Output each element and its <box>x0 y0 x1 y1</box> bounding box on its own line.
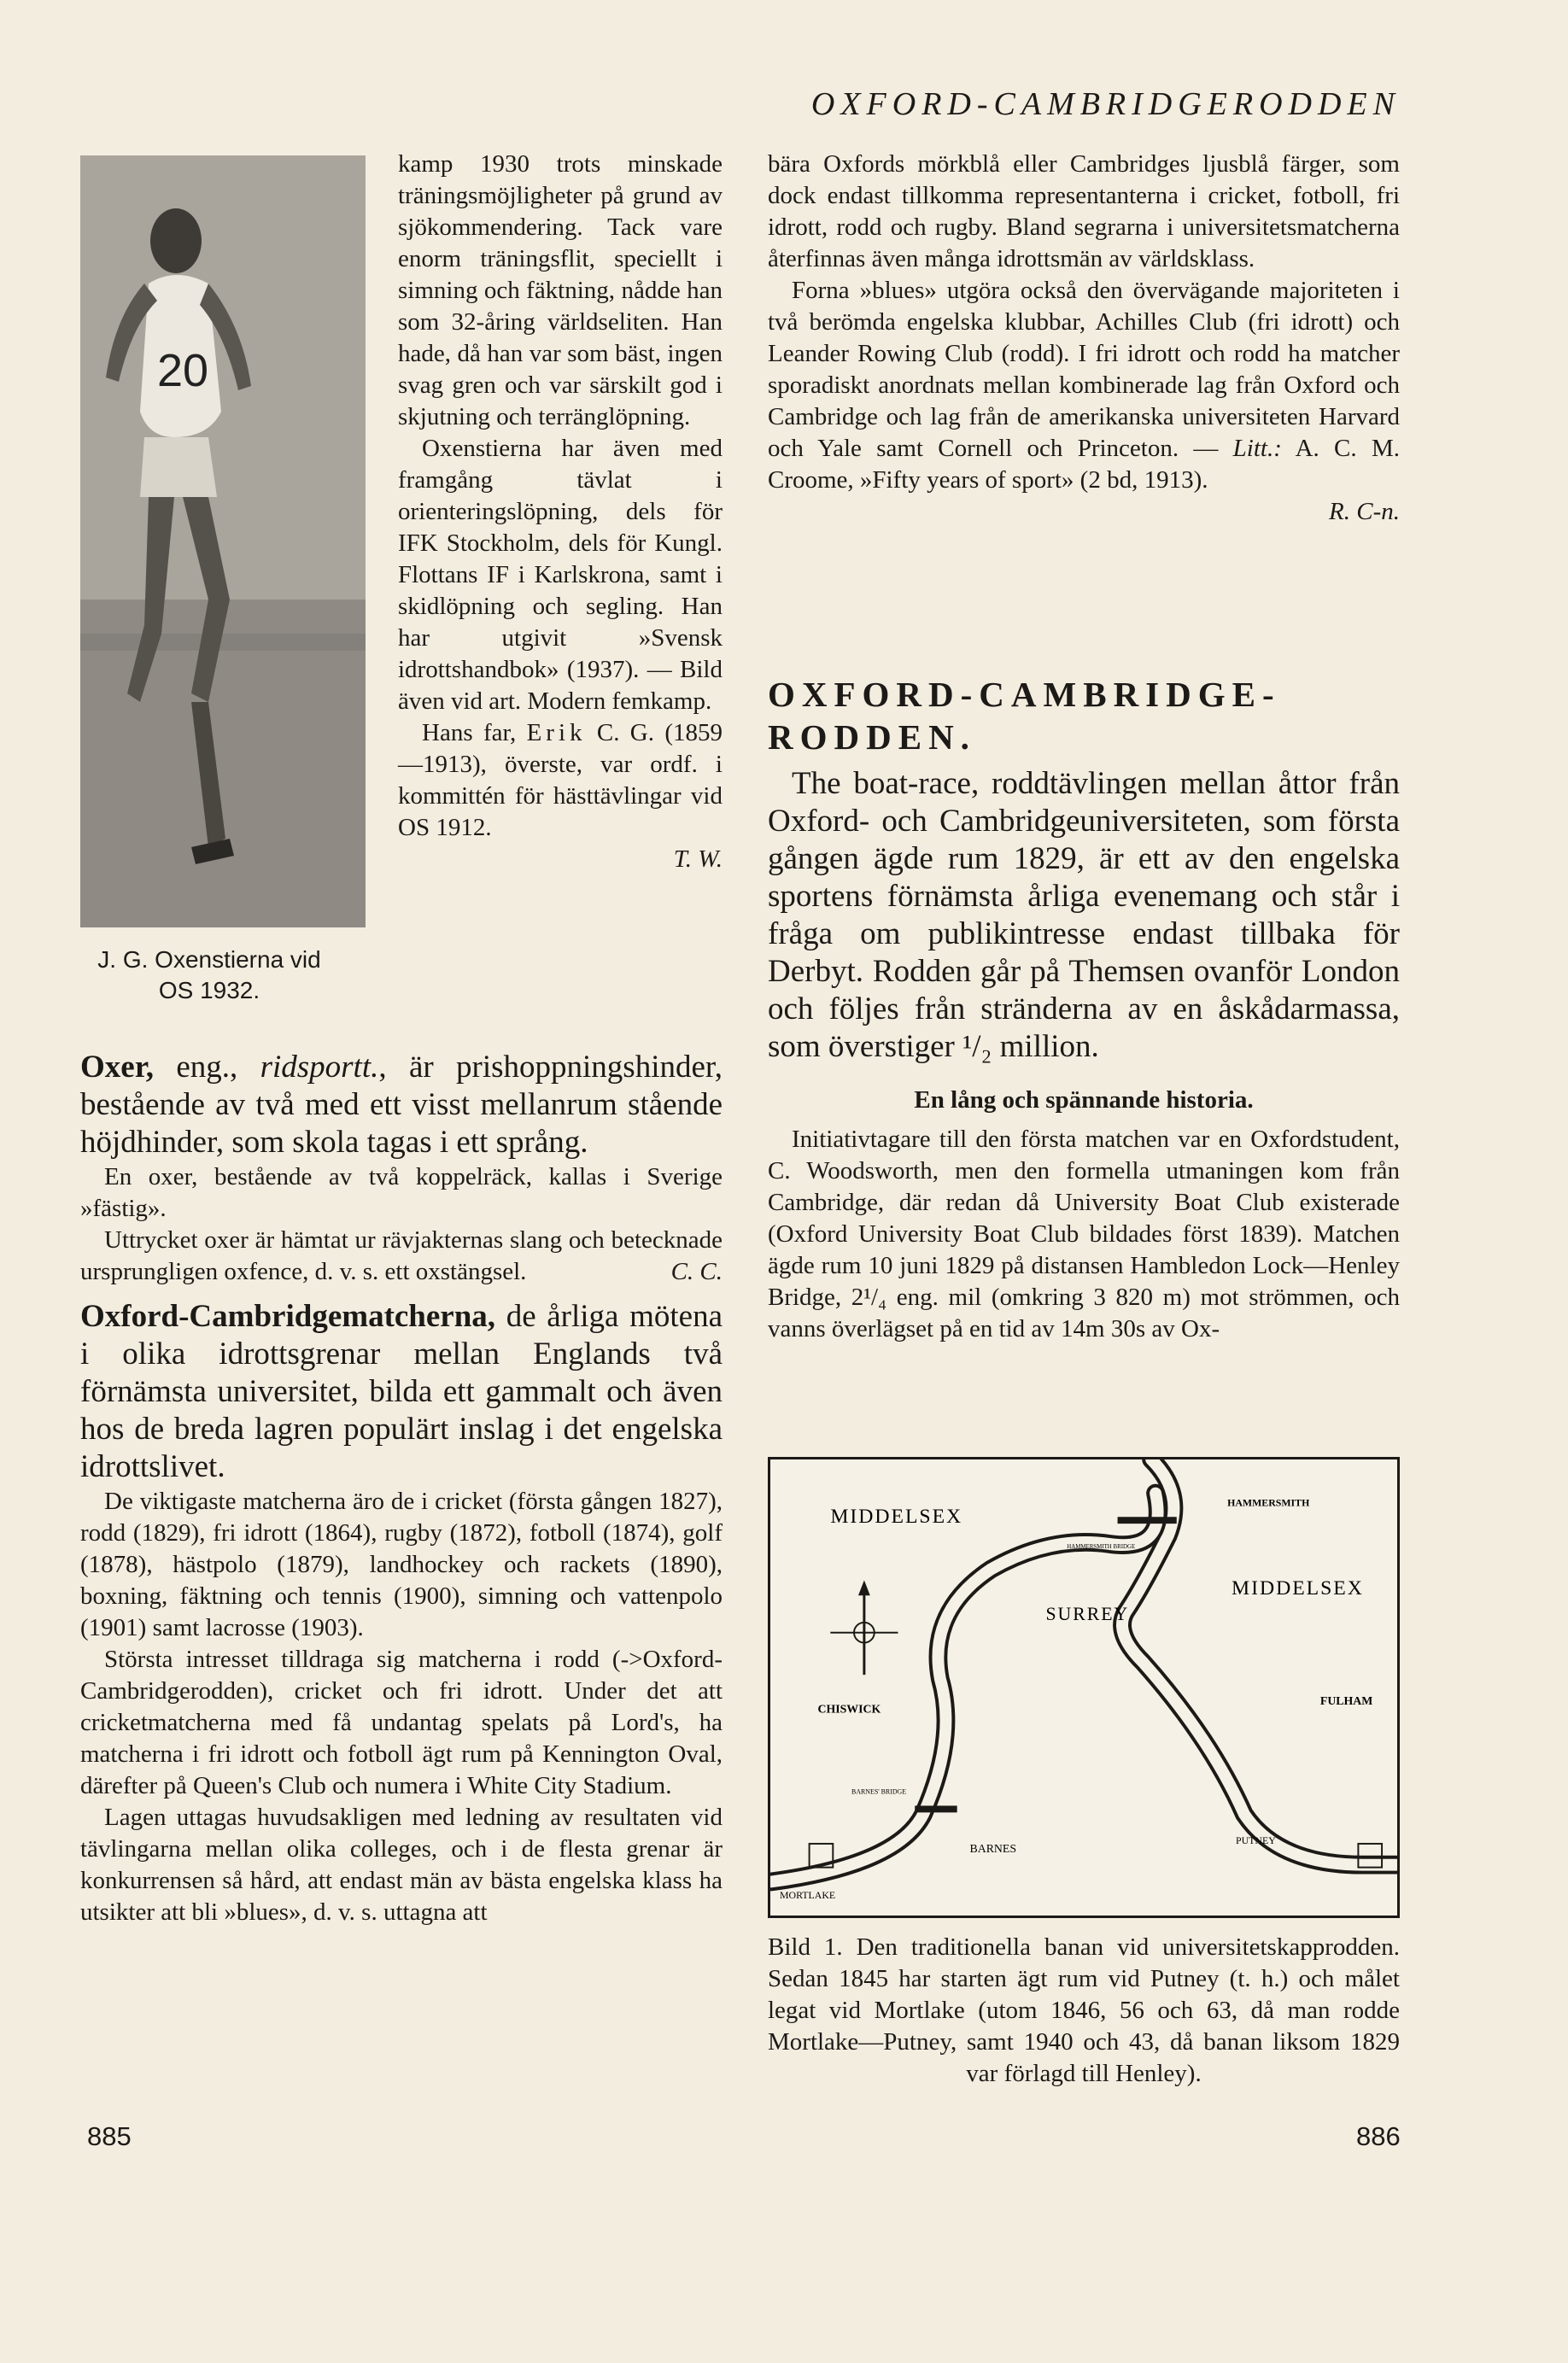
label-chiswick: CHISWICK <box>817 1702 881 1716</box>
label-middlesex-left: MIDDELSEX <box>830 1506 963 1529</box>
left-column <box>80 1049 723 1928</box>
compass-rose <box>830 1580 898 1675</box>
photo-caption-line-2: OS 1932. <box>158 977 260 1003</box>
section-subheading: En lång och spännande historia. <box>914 1086 1254 1114</box>
photo-caption-line-1: J. G. Oxenstierna vid <box>97 946 321 973</box>
entry-term: Oxer, <box>80 1050 154 1085</box>
page-number-left: 885 <box>87 2121 132 2151</box>
label-surrey: SURREY <box>1045 1603 1130 1624</box>
page-number-right: 886 <box>1356 2121 1401 2151</box>
barnes-bridge <box>915 1805 957 1812</box>
lead-paragraph: The boat-race, roddtävlingen mellan åttor från Oxford- och Cambridgeuniversiteten, som första gången ägde rum 1829, är ett av den engelska sportens förnämsta årliga evenemang och står i fråga om publikintresse endast tillbaka för Derbyt. Rodden går på Themsen ovanför London och följes från stränderna av en åskådarmassa, som överstiger ¹/₂ million. <box>768 766 1400 1064</box>
label-fulham: FULHAM <box>1319 1693 1373 1707</box>
label-hammersmith: HAMMERSMITH <box>1227 1496 1310 1509</box>
paragraph: Oxenstierna har även med framgång tävlat i orienteringslöpning, dels för IFK Stockholm, dels för Kungl. Flottans IF i Karlskrona, samt i skidlöpning och segling. Han har utgivit »Svensk idrottshandbok» (1937). — Bild även vid art. Modern femkamp. <box>398 435 723 715</box>
oxer-entry: Oxer, eng., ridsportt., är prishoppningshinder, bestående av två med ett visst mellanrum stående höjdhinder, som skola tagas i ett språng. <box>80 1050 723 1160</box>
paragraph: Uttrycket oxer är hämtat ur rävjakternas slang och betecknade ursprungligen oxfence, d. v. s. ett oxstängsel. <box>80 1226 723 1285</box>
signature: R. C-n. <box>1329 498 1400 525</box>
paragraph: Lagen uttagas huvudsakligen med ledning av resultaten vid tävlingarna mellan olika colleges, och i de flesta grenar är konkurrensen så hård, att endast män av bästa engelska klass ha utsikter att bli »blues», d. v. s. uttagna att <box>80 1804 723 1926</box>
article-heading: OXFORD-CAMBRIDGE-RODDEN. <box>768 675 1281 757</box>
hammersmith-bridge <box>1118 1517 1177 1524</box>
paragraph: De viktigaste matcherna äro de i cricket (första gången 1827), rodd (1829), fri idrott (1864), rugby (1872), fotboll (1874), golf (1878), hästpolo (1879), landhockey och rackets (1890), boxning, fäktning och tennis (1900), simning och vattenpolo (1901) samt lacrosse (1903). <box>80 1488 723 1641</box>
paragraph: Största intresset tilldraga sig matcherna i rodd (->Oxford-Cambridgerodden), cricket och fri idrott. Under det att cricketmatcherna med få undantag spelats på Lord's, ha matcherna i fri idrott och fotboll ägt rum på Kennington Oval, därefter på Queen's Club och numera i White City Stadium. <box>80 1646 723 1799</box>
label-middlesex-right: MIDDELSEX <box>1232 1577 1364 1600</box>
signature: T. W. <box>673 845 723 873</box>
entry-term: Oxford-Cambridgematcherna, <box>80 1299 496 1334</box>
runner-bib: 20 <box>157 345 209 396</box>
paragraph: bära Oxfords mörkblå eller Cambridges ljusblå färger, som dock endast tillkomma representanterna i cricket, fotboll, fri idrott, rodd och rugby. Bland segrarna i universitetsmatcherna återfinnas även många idrottsmän av världsklass. <box>768 150 1400 272</box>
paragraph: kamp 1930 trots minskade träningsmöjligheter på grund av sjökommendering. Tack vare enorm träningsflit, speciellt i simning och fäktning, nådde han som 32-åring världseliten. Han hade, då han var som bäst, ingen svag gren och var särskilt god i skjutning och terränglöpning. <box>398 150 723 430</box>
oxford-cambridge-matches-entry: Oxford-Cambridgematcherna, de årliga mötena i olika idrottsgrenar mellan Englands två förnämsta universitet, bilda ett gammalt och även hos de breda lagren populärt inslag i det engelska idrottslivet. <box>80 1299 723 1484</box>
course-map <box>768 1457 1400 1918</box>
runner-photo <box>80 155 366 927</box>
photo-caption <box>51 945 367 1006</box>
paragraph: Initiativtagare till den första matchen var en Oxfordstudent, C. Woodsworth, men den formella utmaningen kom från Cambridge, där redan då University Boat Club existerade (Oxford University Boat Club bildades först 1839). Matchen ägde rum 10 juni 1829 på distansen Hambledon Lock—Henley Bridge, 2¹/₄ eng. mil (omkring 3 820 m) mot strömmen, och vanns överlägset på en tid av 14m 30s av Ox- <box>768 1126 1400 1342</box>
paragraph: En oxer, bestående av två koppelräck, kallas i Sverige »fästig». <box>80 1163 723 1222</box>
label-hammersmith-bridge: HAMMERSMITH BRIDGE <box>1067 1543 1136 1550</box>
right-column-top <box>768 149 1400 528</box>
running-head: OXFORD-CAMBRIDGERODDEN <box>810 86 1401 122</box>
paragraph: Forna »blues» utgöra också den övervägande majoriteten i två berömda engelska klubbar, Achilles Club (fri idrott) och Leander Rowing Club (rodd). I fri idrott och rodd ha matcher sporadiskt anordnats mellan kombinerade lag från Oxford och Cambridge och lag från de amerikanska universiteten Harvard och Yale samt Cornell och Princeton. — Litt.: A. C. M. Croome, »Fifty years of sport» (2 bd, 1913). <box>768 277 1400 494</box>
label-putney: PUTNEY <box>1236 1834 1276 1846</box>
label-barnes-bridge: BARNES' BRIDGE <box>851 1787 907 1796</box>
boat-race-article <box>768 765 1400 1345</box>
river-thames-lower <box>771 1494 1158 1882</box>
label-barnes: BARNES <box>969 1841 1017 1855</box>
paragraph: Hans far, Erik C. G. (1859—1913), överste, var ordf. i kommittén för hästtävlingar vid OS 1912. <box>398 719 723 841</box>
signature: C. C. <box>670 1258 723 1285</box>
map-caption: Bild 1. Den traditionella banan vid universitetskapprodden. Sedan 1845 har starten ägt rum vid Putney (t. h.) och målet legat vid Mortlake (utom 1846, 56 och 63, då man rodde Mortlake—Putney, samt 1940 och 43, då banan liksom 1829 var förlagd till Henley). <box>768 1933 1400 2087</box>
name-spaced: Erik <box>526 719 587 746</box>
oxenstierna-article <box>398 149 723 875</box>
label-mortlake: MORTLAKE <box>780 1889 836 1902</box>
